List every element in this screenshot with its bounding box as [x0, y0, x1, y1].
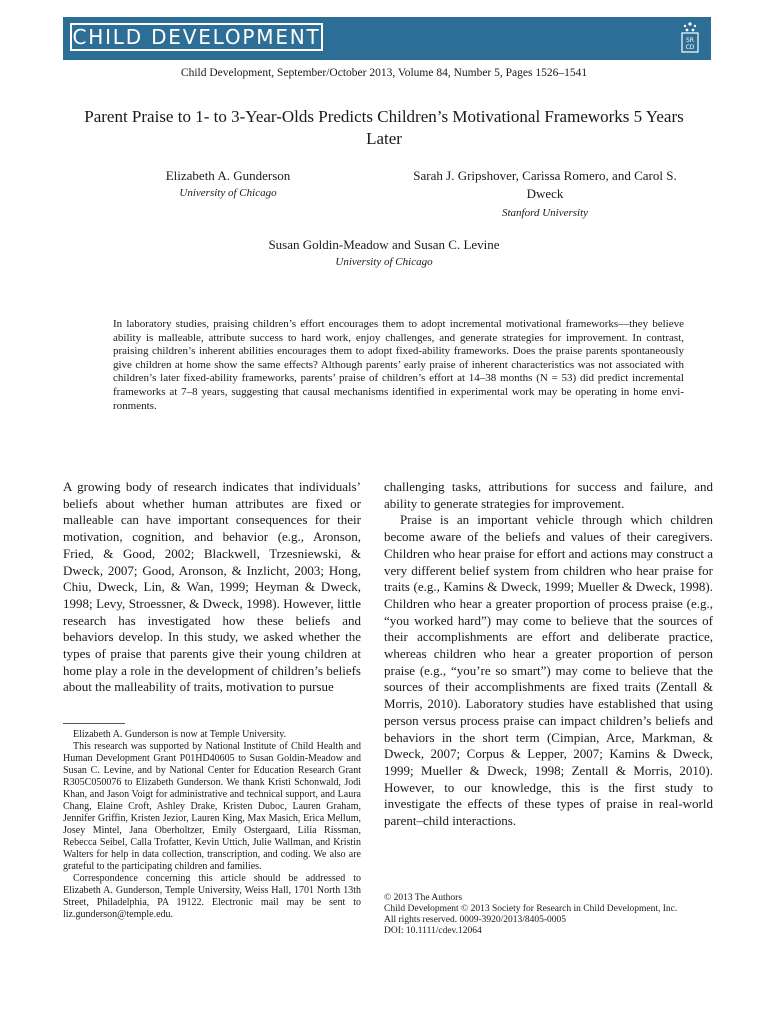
journal-name: CHILD DEVELOPMENT — [70, 23, 323, 51]
journal-banner — [63, 17, 711, 60]
copyright-line: © 2013 The Authors — [384, 893, 463, 903]
body-paragraph: Praise is an important vehicle through which children become aware of the beliefs and values of their caregivers. Children who hear praise for effort and actions may construct a very different belief system from children who hear praise for traits (e.g., Kamins & Dweck, 1999; Mueller & Dweck, 1998). Children who hear a greater proportion of process praise (e.g., “you worked hard”) may come to believe that the sources of their accomplishments are effort and deliberate practice, whereas children who hear a greater proportion of person praise (e.g., “you’re so smart”) may come to believe that the sources of their accomplishments are fixed traits (Zentall & Morris, 2010). Laboratory studies have established that using person versus process praise can impact children’s beliefs and behaviors in the short term (Cimpian, Arce, Markman, & Dweck, 2007; Corpus & Lepper, 2007; Kamins & Dweck, 1999; Mueller & Dweck, 1998; Zentall & Morris, 2010). However, to our knowledge, this is the first study to investigate the effects of these types of praise in real-world parent–child interactions. — [384, 512, 713, 829]
footnotes — [63, 729, 361, 921]
author-names: Elizabeth A. Gunderson — [165, 168, 291, 183]
body-paragraph: challenging tasks, attributions for success and failure, and ability to generate strategies for improvement. — [384, 479, 713, 511]
author-block-1 — [118, 167, 338, 202]
svg-text:CD: CD — [685, 44, 695, 51]
author-names: Susan Goldin-Meadow and Susan C. Levine — [268, 237, 500, 252]
copyright-line: DOI: 10.1111/cdev.12064 — [384, 926, 482, 936]
footnote: This research was supported by National Institute of Child Health and Human Development Grant P01HD40605 to Susan Goldin-Meadow and Susan C. Levine, and by National Center for Education Research Grant R305C050076 to Elizabeth Gunderson. We thank Kristi Schonwald, Jodi Khan, and Jason Voigt for administrative and technical support, and Laura Chang, Elaine Croft, Ashley Drake, Kristen Duboc, Lauren Graham, Jennifer Griffin, Kristen Jezior, Lauren King, Max Masich, Erica Mellum, Josey Mintel, Jana Oberholtzer, Emily Ostergaard, Lilia Rissman, Rebecca Seibel, Calla Trofatter, Kevin Uttich, Julie Wallman, and Kristin Walters for help in data collection, transcription, and coding. We also are grateful to the participating children and families. — [63, 741, 361, 872]
author-block-2 — [390, 167, 700, 222]
footnote: Elizabeth A. Gunderson is now at Temple University. — [73, 729, 287, 740]
srcd-logo-icon — [677, 21, 703, 56]
copyright-line: Child Development © 2013 Society for Research in Child Development, Inc. — [384, 904, 678, 914]
copyright-line: All rights reserved. 0009-3920/2013/8405-0005 — [384, 915, 567, 925]
author-affiliation: University of Chicago — [179, 187, 277, 199]
body-column-left — [63, 479, 361, 696]
journal-citation: Child Development, September/October 2013, Volume 84, Number 5, Pages 1526–1541 — [180, 67, 588, 79]
body-paragraph: A growing body of research indicates that individuals’ beliefs about whether human attributes are fixed or malleable can have important consequences for their motivation, cognition, and behavior (e.g., Aronson, Fried, & Good, 2002; Blackwell, Trzesniewski, & Dweck, 2007; Good, Aronson, & Inzlicht, 2003; Hong, Chiu, Dweck, Lin, & Wan, 1999; Heyman & Dweck, 1998; Levy, Stroessner, & Dweck, 1998). However, little research has investigated how these beliefs and behaviors develop. In this study, we asked whether the types of praise that parents give their young children at home play a role in the development of children’s beliefs about the malleability of traits, motivation to pursue — [63, 479, 361, 695]
abstract: In laboratory studies, praising children’s effort encourages them to adopt incremental motivational frameworks—they believe ability is malleable, attribute success to hard work, enjoy challenges, and generate strategies for improvement. In contrast, praising children’s inherent abilities encourages them to adopt fixed-ability frameworks. Does the praise parents spontaneously give children at home show the same effects? Although parents’ early praise of inherent characteristics was not associated with children’s later fixed-ability frameworks, parents’ praise of children’s effort at 14–38 months (N = 53) did predict incremental frameworks at 7–8 years, suggesting that causal mechanisms identified in experimental work may be operating in home environments. — [113, 318, 684, 412]
svg-text:SR: SR — [686, 37, 694, 44]
article-title: Parent Praise to 1- to 3-Year-Olds Predicts Children’s Motivational Frameworks 5 Years Later — [84, 107, 684, 148]
body-column-right — [384, 479, 713, 830]
author-affiliation: University of Chicago — [335, 256, 433, 268]
copyright-block — [384, 893, 704, 937]
author-affiliation: Stanford University — [501, 207, 589, 219]
author-block-3 — [184, 236, 584, 271]
footnote: Correspondence concerning this article should be addressed to Elizabeth A. Gunderson, Temple University, Weiss Hall, 1701 North 13th Street, Philadelphia, PA 19122. Electronic mail may be sent to liz.gunderson@temple.edu. — [63, 873, 361, 920]
author-names: Sarah J. Gripshover, Carissa Romero, and Carol S. Dweck — [413, 168, 677, 201]
footnote-divider — [63, 723, 125, 724]
